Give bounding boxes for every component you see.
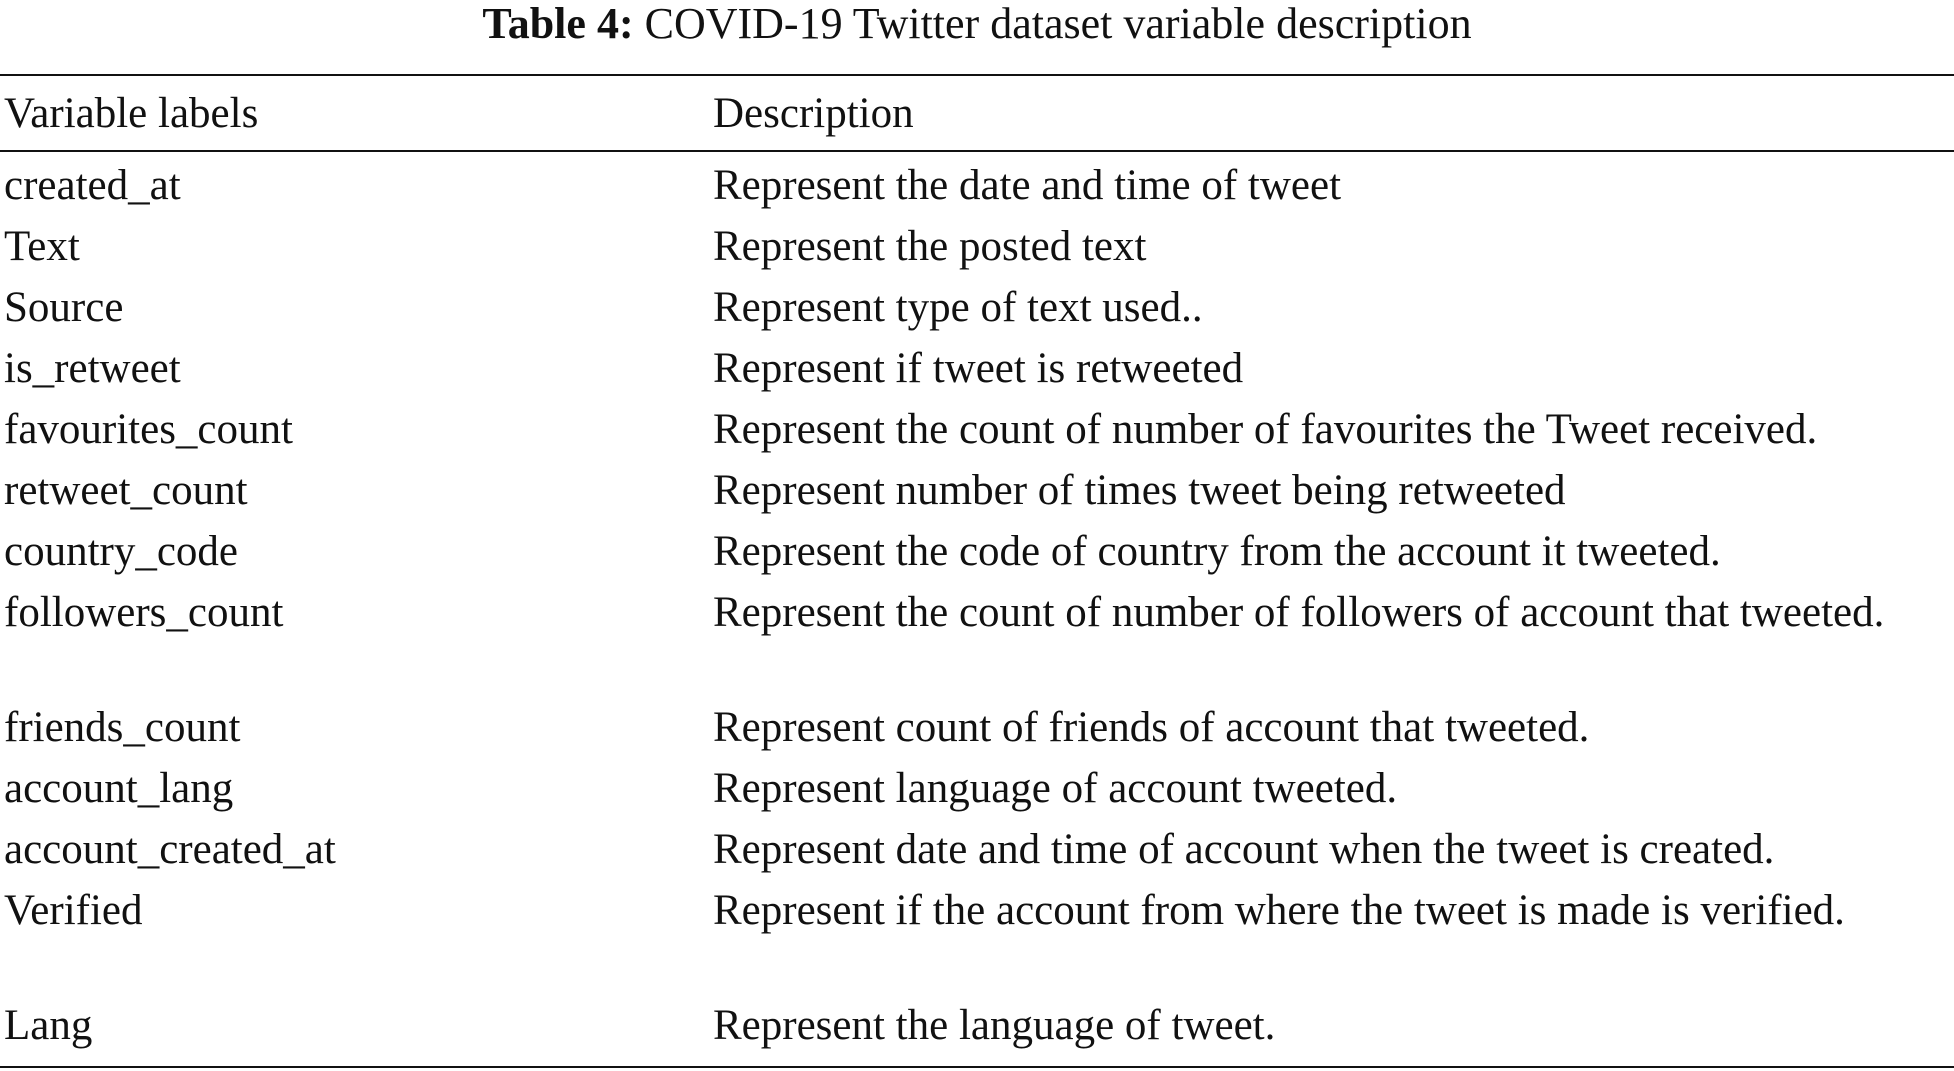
variable-description: Represent count of friends of account that tweeted. <box>713 704 1590 751</box>
variable-description: Represent the count of number of favourites the Tweet received. <box>713 406 1818 453</box>
header-variable-labels: Variable labels <box>4 90 259 137</box>
table-row <box>0 525 1954 586</box>
table-row <box>0 403 1954 464</box>
variable-label: Verified <box>4 887 143 934</box>
variable-description: Represent the count of number of followers of account that tweeted. <box>713 589 1885 636</box>
table-number: Table 4: <box>482 0 634 48</box>
variable-description: Represent language of account tweeted. <box>713 765 1398 812</box>
bottom-rule <box>0 1066 1954 1068</box>
variable-label: friends_count <box>4 704 241 751</box>
variable-label: retweet_count <box>4 467 248 514</box>
table-caption <box>0 0 1954 48</box>
table-title: COVID-19 Twitter dataset variable description <box>644 0 1472 48</box>
table-row <box>0 464 1954 525</box>
variable-description: Represent if tweet is retweeted <box>713 345 1244 392</box>
header-rule <box>0 150 1954 152</box>
table-row <box>0 281 1954 342</box>
table-row <box>0 342 1954 403</box>
variable-label: Source <box>4 284 124 331</box>
table-row <box>0 220 1954 281</box>
variable-label: favourites_count <box>4 406 293 453</box>
variable-description: Represent if the account from where the tweet is made is verified. <box>713 887 1845 934</box>
variable-description: Represent type of text used.. <box>713 284 1203 331</box>
variable-description: Represent number of times tweet being retweeted <box>713 467 1566 514</box>
table-row <box>0 159 1954 220</box>
table-body <box>0 159 1954 1060</box>
variable-label: followers_count <box>4 589 284 636</box>
top-rule <box>0 74 1954 76</box>
table-row <box>0 884 1954 999</box>
variable-label: account_created_at <box>4 826 336 873</box>
table-row <box>0 823 1954 884</box>
table-row <box>0 586 1954 701</box>
variable-label: Lang <box>4 1002 93 1049</box>
variable-description: Represent the date and time of tweet <box>713 162 1342 209</box>
variable-label: created_at <box>4 162 181 209</box>
variable-label: is_retweet <box>4 345 181 392</box>
table-row <box>0 701 1954 762</box>
variable-description: Represent the language of tweet. <box>713 1002 1276 1049</box>
table-header-row <box>0 82 1954 146</box>
header-description: Description <box>713 90 914 137</box>
variable-description: Represent the code of country from the account it tweeted. <box>713 528 1721 575</box>
variable-description: Represent date and time of account when the tweet is created. <box>713 826 1775 873</box>
variable-label: account_lang <box>4 765 234 812</box>
variable-label: country_code <box>4 528 239 575</box>
variable-description: Represent the posted text <box>713 223 1147 270</box>
variable-label: Text <box>4 223 80 270</box>
table-row <box>0 762 1954 823</box>
table-row <box>0 999 1954 1060</box>
